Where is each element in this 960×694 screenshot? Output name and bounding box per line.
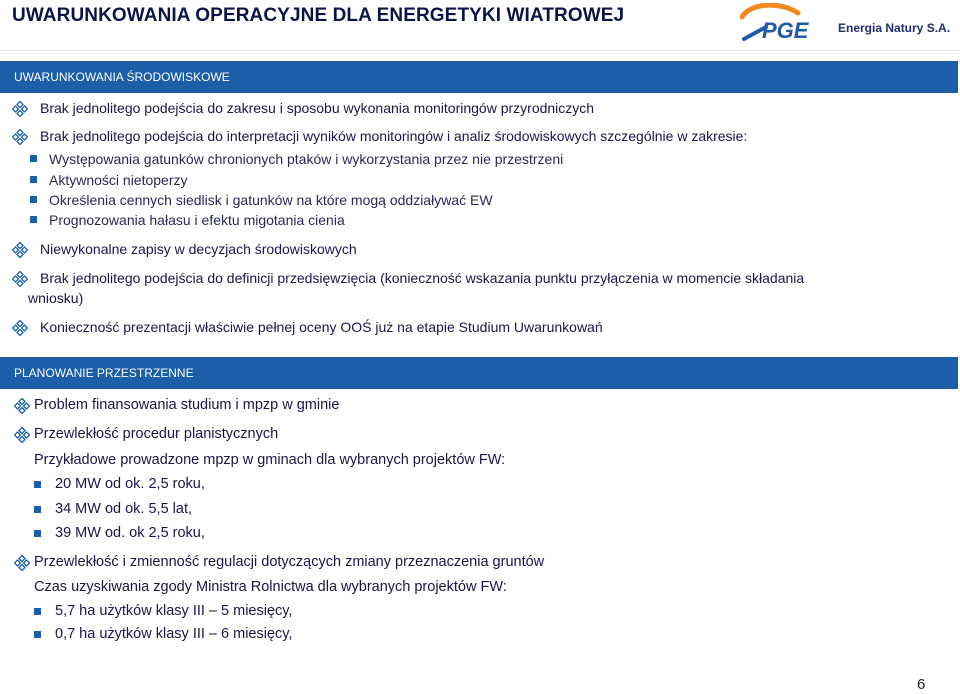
page-number: 6 [917,676,926,693]
square-bullet-icon [34,481,41,488]
square-bullet-icon [30,155,37,162]
example-item: 34 MW od ok. 5,5 lat, [34,501,192,517]
header-divider [0,50,960,51]
diamond-bullet-icon [14,427,30,443]
sub-list-item: Prognozowania hałasu i efektu migotania cienia [30,212,345,228]
list-item: Przewlekłość procedur planistycznych [14,426,278,442]
diamond-bullet-icon [12,271,28,287]
ministry-item: 0,7 ha użytków klasy III – 6 miesięcy, [34,626,292,642]
square-bullet-icon [34,608,41,615]
square-bullet-icon [30,216,37,223]
list-item: Problem finansowania studium i mpzp w gminie [14,397,339,413]
list-item: Brak jednolitego podejścia do zakresu i sposobu wykonania monitoringów przyrodniczych [12,100,594,116]
list-item: Brak jednolitego podejścia do interpretacji wyników monitoringów i analiz środowiskowych szczególnie w zakresie: [12,128,747,144]
sub-list-item: Określenia cennych siedlisk i gatunków na które mogą oddziaływać EW [30,192,493,208]
list-item-continuation: wniosku) [28,290,84,306]
logo-subtext: Energia Natury S.A. [838,21,951,35]
example-intro: Przykładowe prowadzone mpzp w gminach dla wybranych projektów FW: [34,452,506,468]
list-item: Konieczność prezentacji właściwie pełnej oceny OOŚ już na etapie Studium Uwarunkowań [12,319,603,335]
page-title: UWARUNKOWANIA OPERACYJNE DLA ENERGETYKI WIATROWEJ [12,5,625,26]
diamond-bullet-icon [14,555,30,571]
sub-list-item: Aktywności nietoperzy [30,172,188,188]
list-item: Brak jednolitego podejścia do definicji przedsięwzięcia (konieczność wskazania punktu przyłączenia w momencie składania [12,270,804,286]
ministry-item: 5,7 ha użytków klasy III – 5 miesięcy, [34,603,292,619]
sub-list-item: Występowania gatunków chronionych ptaków i wykorzystania przez nie przestrzeni [30,151,563,167]
square-bullet-icon [34,631,41,638]
diamond-bullet-icon [12,129,28,145]
diamond-bullet-icon [12,101,28,117]
list-item: Przewlekłość i zmienność regulacji dotyczących zmiany przeznaczenia gruntów [14,554,544,570]
square-bullet-icon [34,530,41,537]
example-item: 20 MW od ok. 2,5 roku, [34,476,205,492]
example-item: 39 MW od. ok 2,5 roku, [34,525,205,541]
diamond-bullet-icon [12,320,28,336]
diamond-bullet-icon [12,242,28,258]
square-bullet-icon [30,196,37,203]
ministry-intro: Czas uzyskiwania zgody Ministra Rolnictwa dla wybranych projektów FW: [34,579,507,595]
section-heading-environmental: UWARUNKOWANIA ŚRODOWISKOWE [0,61,958,93]
list-item: Niewykonalne zapisy w decyzjach środowiskowych [12,241,357,257]
section-heading-spatial: PLANOWANIE PRZESTRZENNE [0,357,958,389]
square-bullet-icon [30,176,37,183]
diamond-bullet-icon [14,398,30,414]
logo-wordmark: PGE [762,18,809,43]
square-bullet-icon [34,506,41,513]
